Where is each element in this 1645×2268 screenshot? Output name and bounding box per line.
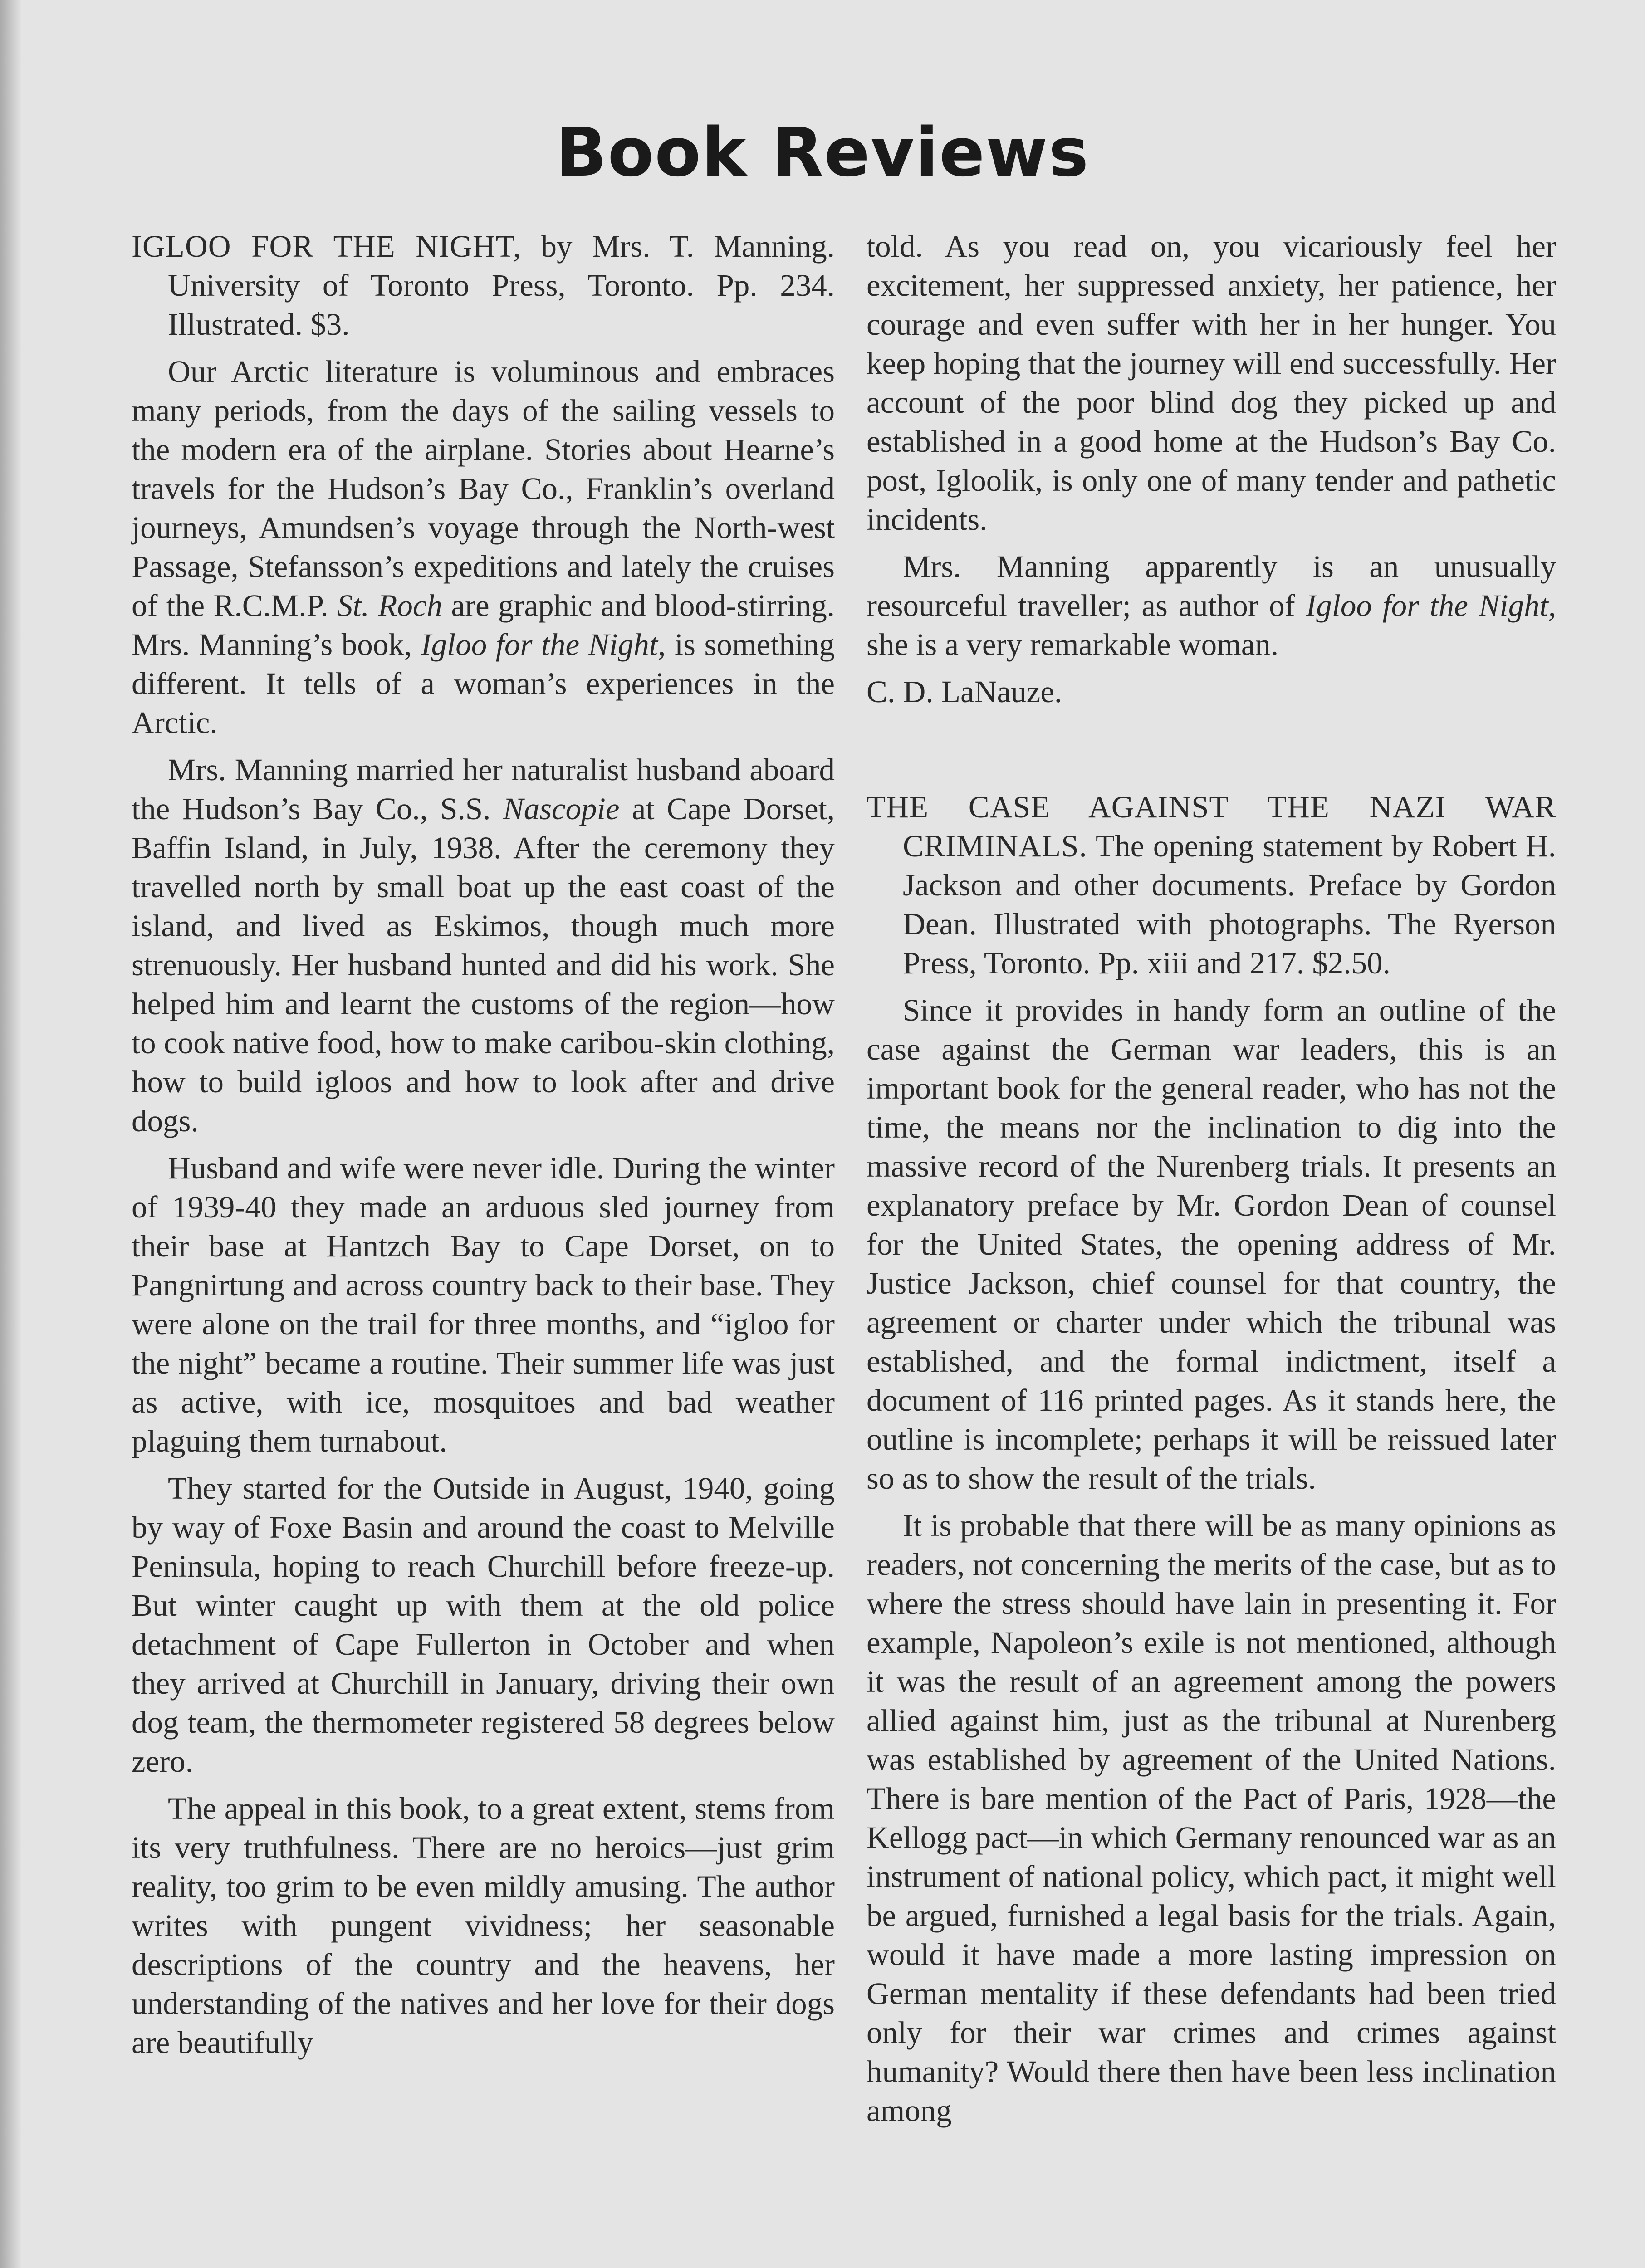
review-paragraph: [867, 547, 1556, 664]
book-details: by Mrs. T. Manning. University of Toronto Press, Toronto. Pp. 234. Illustrated. $3.: [168, 229, 835, 342]
page-edge-shadow: [0, 0, 22, 2268]
review-paragraph: [132, 352, 835, 742]
text-run: Mrs. Manning married her naturalist husband aboard the Hudson’s Bay Co., S.S.: [132, 753, 835, 826]
review-paragraph: It is probable that there will be as many opinions as readers, not concerning the merits of the case, but as to where the stress should have lain in presenting it. For example, Napoleon’s exile is not mentioned, although it was the result of an agreement among the powers allied against him, just as the tribunal at Nurenberg was established by agreement of the United Nations. There is bare mention of the Pact of Paris, 1928—the Kellogg pact—in which Germany renounced war as an instrument of national policy, which pact, it might well be argued, furnished a legal basis for the trials. Again, would it have made a more lasting impression on German mentality if these defendants had been tried only for their war crimes and crimes against humanity? Would there then have been less inclination among: [867, 1508, 1556, 2128]
book-title: THE CASE AGAINST THE NAZI WAR CRIMINALS.: [867, 790, 1556, 863]
right-column: [867, 227, 1556, 2138]
review-paragraph: The appeal in this book, to a great extent, stems from its very truthfulness. There are no heroics—just grim reality, too grim to be even mildly amusing. The author writes with pungent vividness; her seasonable descriptions of the country and the heavens, her understanding of the natives and her love for their dogs are beautifully: [132, 1791, 835, 2060]
italic-text: Nascopie: [503, 792, 620, 826]
review-paragraph: They started for the Outside in August, 1940, going by way of Foxe Basin and around the coast to Melville Peninsula, hoping to reach Churchill before freeze-up. But winter caught up with them at the old police detachment of Cape Fullerton in October and when they arrived at Churchill in January, driving their own dog team, the thermometer registered 58 degrees below zero.: [132, 1471, 835, 1779]
text-run: are graphic and blood-stirring. Mrs. Manning’s book,: [132, 588, 835, 662]
italic-text: St. Roch: [337, 588, 443, 623]
review-heading-nazi: [867, 787, 1556, 982]
italic-text: Igloo for the Night,: [421, 627, 666, 662]
review-paragraph-continued: told. As you read on, you vicariously feel her excitement, her suppressed anxiety, her patience, her courage and even suffer with her in her hunger. You keep hoping that the journey will end successfully. Her account of the poor blind dog they picked up and established in a good home at the Hudson’s Bay Co. post, Igloolik, is only one of many tender and pathetic incidents.: [867, 229, 1556, 537]
review-heading-igloo: [132, 227, 835, 344]
section-gap: [867, 719, 1556, 787]
reviewer-signature: C. D. LaNauze.: [867, 675, 1062, 709]
review-paragraph: Husband and wife were never idle. During the winter of 1939-40 they made an arduous sled journey from their base at Hantzch Bay to Cape Dorset, on to Pangnirtung and across country back to their base. They were alone on the trail for three months, and “igloo for the night” became a routine. Their summer life was just as active, with ice, mosquitoes and bad weather plaguing them turnabout.: [132, 1151, 835, 1458]
book-details: The opening statement by Robert H. Jackson and other documents. Preface by Gordon Dean. Illustrated with photographs. The Ryerson Press, Toronto. Pp. xiii and 217. $2.50.: [903, 829, 1556, 980]
text-run: Our Arctic literature is voluminous and embraces many periods, from the days of the sailing vessels to the modern era of the airplane. Stories about Hearne’s travels for the Hudson’s Bay Co., Franklin’s overland journeys, Amundsen’s voyage through the North-west Passage, Stefansson’s expeditions and lately the cruises of the R.C.M.P.: [132, 354, 835, 623]
page-title: Book Reviews: [555, 113, 1090, 191]
text-run: she is a very remarkable woman.: [867, 627, 1279, 662]
review-paragraph: Since it provides in handy form an outline of the case against the German war leaders, this is an important book for the general reader, who has not the time, the means nor the inclination to dig into the massive record of the Nurenberg trials. It presents an explanatory preface by Mr. Gordon Dean of counsel for the United States, the opening address of Mr. Justice Jackson, chief counsel for that country, the agreement or charter under which the tribunal was established, and the formal indictment, itself a document of 116 printed pages. As it stands here, the outline is incomplete; perhaps it will be reissued later so as to show the result of the trials.: [867, 993, 1556, 1496]
book-title: IGLOO FOR THE NIGHT,: [132, 229, 522, 264]
text-run: at Cape Dorset, Baffin Island, in July, 1938. After the ceremony they travelled north by small boat up the east coast of the island, and lived as Eskimos, though much more strenuously. Her husband hunted and did his work. She helped him and learnt the customs of the region—how to cook native food, how to make caribou-skin clothing, how to build igloos and how to look after and drive dogs.: [132, 792, 835, 1138]
italic-text: Igloo for the Night,: [1306, 588, 1556, 623]
text-run: Mrs. Manning apparently is an unusually resourceful traveller; as author of: [867, 549, 1556, 623]
left-column: [132, 227, 835, 2070]
text-run: is something different. It tells of a woman’s experiences in the Arctic.: [132, 627, 835, 740]
review-paragraph: [132, 750, 835, 1140]
